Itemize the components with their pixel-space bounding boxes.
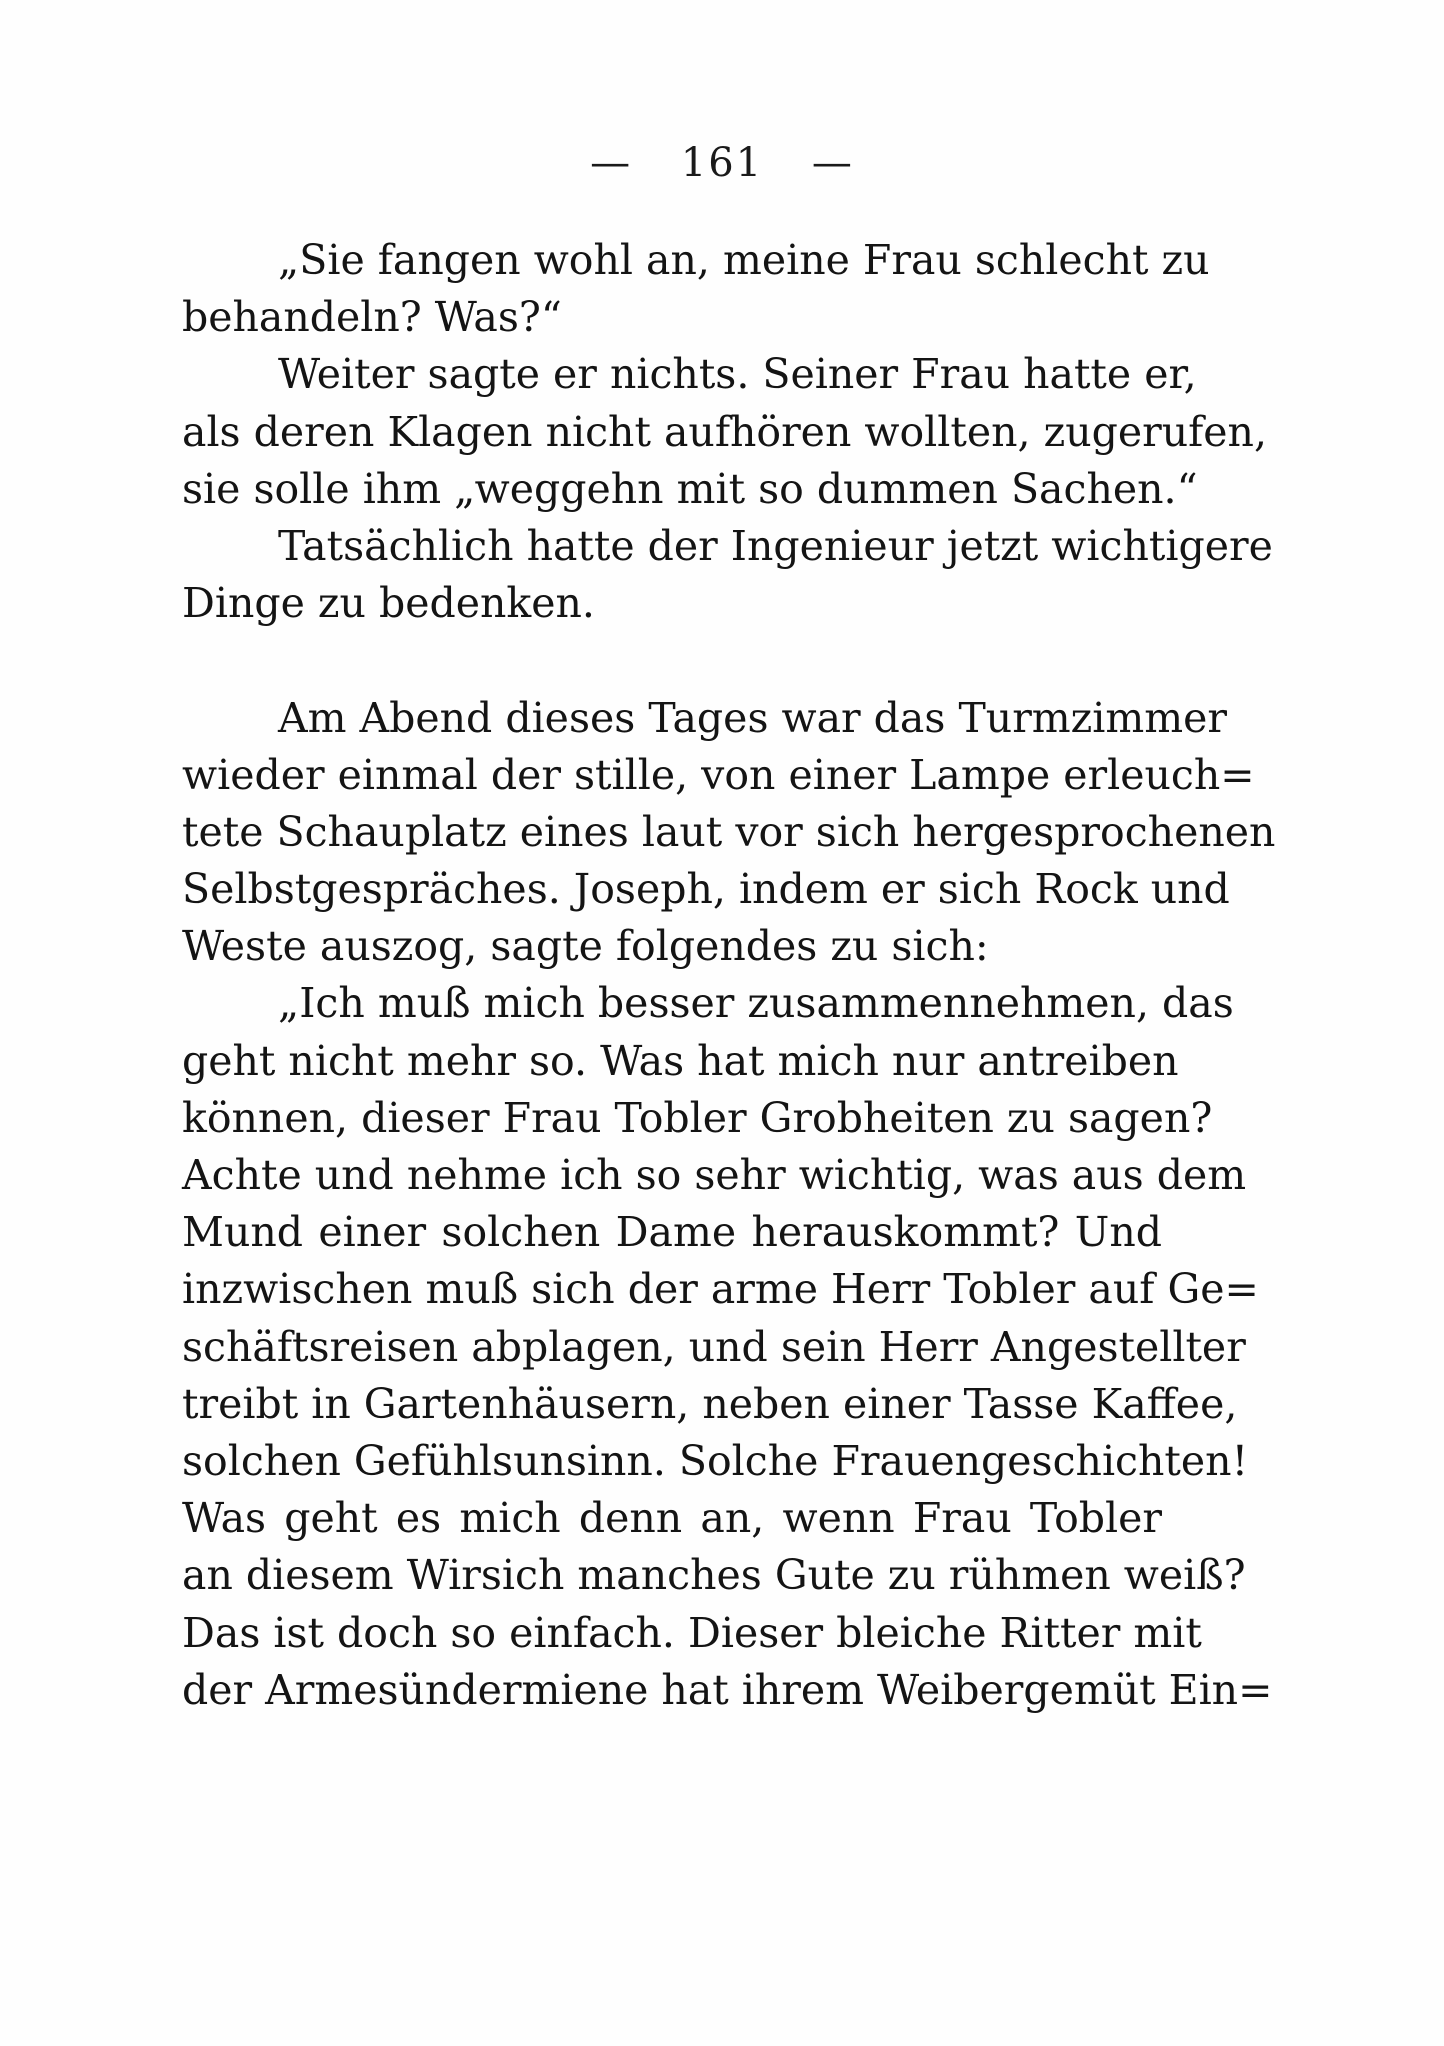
text-line: Mund einer solchen Dame herauskommt? Und xyxy=(182,1208,1162,1257)
text-line: behandeln? Was?“ xyxy=(182,293,562,342)
text-line: „Ich muß mich besser zusammennehmen, das xyxy=(278,979,1234,1028)
body-text xyxy=(182,232,1276,1719)
text-line: geht nicht mehr so. Was hat mich nur antreiben xyxy=(182,1036,1179,1085)
text-line: Weste auszog, sagte folgendes zu sich: xyxy=(182,922,989,971)
text-line: Tatsächlich hatte der Ingenieur jetzt wichtigere xyxy=(278,521,1273,570)
page-number-header xyxy=(0,140,1444,186)
text-line: solchen Gefühlsunsinn. Solche Frauengeschichten! xyxy=(182,1436,1249,1485)
text-line: „Sie fangen wohl an, meine Frau schlecht zu xyxy=(278,236,1210,284)
text-line: Weiter sagte er nichts. Seiner Frau hatte er, xyxy=(278,350,1197,399)
text-line: als deren Klagen nicht aufhören wollten, zugerufen, xyxy=(182,407,1267,456)
text-line: Dinge zu bedenken. xyxy=(182,579,595,628)
text-line: wieder einmal der stille, von einer Lampe erleuch= xyxy=(182,750,1255,799)
text-line: inzwischen muß sich der arme Herr Tobler auf Ge= xyxy=(182,1265,1259,1314)
paragraph xyxy=(182,518,1273,632)
paragraph xyxy=(182,232,1210,346)
paragraph xyxy=(182,690,1276,976)
text-line: schäftsreisen abplagen, und sein Herr Angestellter xyxy=(182,1322,1246,1371)
page-number-dash-left: — xyxy=(590,140,633,186)
text-line: tete Schauplatz eines laut vor sich hergesprochenen xyxy=(182,807,1276,856)
text-line: Was geht es mich denn an, wenn Frau Tobler xyxy=(182,1494,1162,1543)
paragraph xyxy=(182,346,1267,518)
section-break xyxy=(182,632,1162,689)
text-line: Achte und nehme ich so sehr wichtig, was aus dem xyxy=(182,1151,1247,1199)
text-line: Am Abend dieses Tages war das Turmzimmer xyxy=(278,693,1228,742)
paragraph xyxy=(182,975,1273,1718)
text-line: Selbstgespräches. Joseph, indem er sich Rock und xyxy=(182,865,1230,914)
page-number: 161 xyxy=(680,140,764,186)
text-line: Das ist doch so einfach. Dieser bleiche Ritter mit xyxy=(182,1608,1202,1657)
text-line: der Armesündermiene hat ihrem Weibergemüt Ein= xyxy=(182,1665,1273,1714)
text-line: treibt in Gartenhäusern, neben einer Tasse Kaffee, xyxy=(182,1379,1238,1428)
page-number-dash-right: — xyxy=(811,140,854,186)
text-line: an diesem Wirsich manches Gute zu rühmen weiß? xyxy=(182,1551,1246,1600)
text-line: sie solle ihm „weggehn mit so dummen Sachen.“ xyxy=(182,464,1198,513)
text-line: können, dieser Frau Tobler Grobheiten zu sagen? xyxy=(182,1093,1213,1142)
